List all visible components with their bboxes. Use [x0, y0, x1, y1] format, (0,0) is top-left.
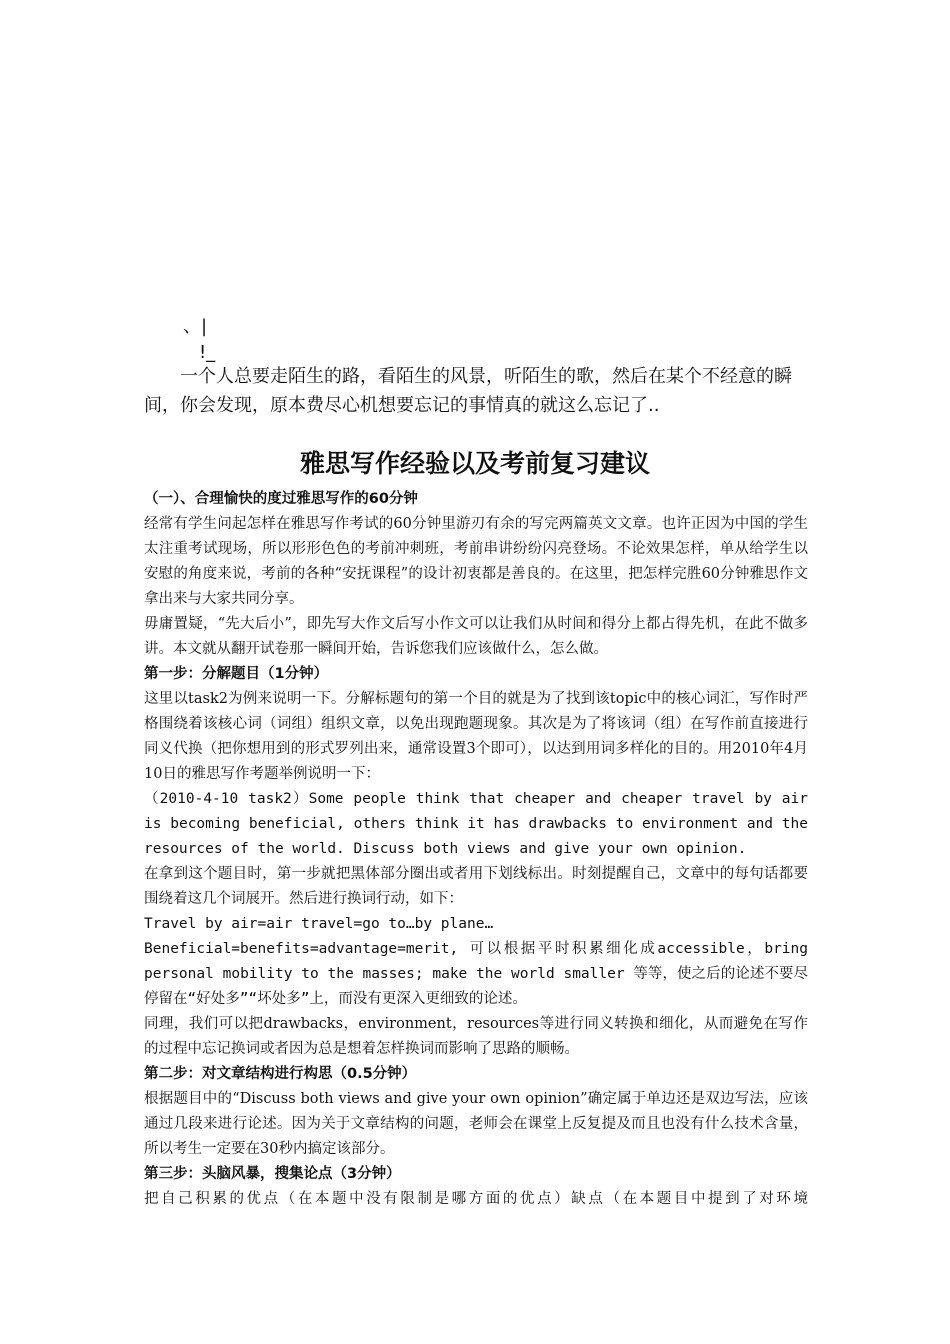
body-paragraph: 这里以task2为例来说明一下。分解标题句的第一个目的就是为了找到该topic中的核心词汇，写作时严格围绕着该核心词（词组）组织文章，以免出现跑题现象。其次是为了将该词（组）在写作前直接进行同义代换（把你想用到的形式罗列出来，通常设置3个即可），以达到用词多样化的目的。用2010年4月10日的雅思写作考题举例说明一下：	[144, 691, 808, 782]
step-heading: 第二步：对文章结构进行构思（0.5分钟）	[144, 1066, 417, 1082]
step-heading: 第三步：头脑风暴，搜集论点（3分钟）	[144, 1166, 401, 1182]
body-paragraph: 根据题目中的“Discuss both views and give your own opinion”确定属于单边还是双边写法，应该通过几段来进行论述。因为关于文章结构的问题，老师会在课堂上反复提及而且也没有什么技术含量，所以考生一定要在30秒内搞定该部分。	[144, 1091, 808, 1157]
document-title: 雅思写作经验以及考前复习建议	[299, 449, 650, 478]
body-paragraph: 同理，我们可以把drawbacks，environment，resources等进行同义转换和细化，从而避免在写作的过程中忘记换词或者因为总是想着怎样换词而影响了思路的顺畅。	[144, 1016, 808, 1057]
exam-question: （2010-4-10 task2）Some people think that cheaper and cheaper travel by air is becoming beneficial, others think it has drawbacks to environment and the resources of the world. Discuss both views and give your own opinion.	[144, 791, 808, 857]
stray-mark: !_	[199, 342, 216, 363]
stray-mark: 、|	[183, 316, 208, 337]
document-body	[144, 487, 808, 1212]
body-paragraph: 毋庸置疑，“先大后小”，即先写大作文后写小作文可以让我们从时间和得分上都占得先机，在此不做多讲。本文就从翻开试卷那一瞬间开始，告诉您我们应该做什么，怎么做。	[144, 616, 808, 657]
intro-paragraph: 一个人总要走陌生的路，看陌生的风景，听陌生的歌，然后在某个不经意的瞬间，你会发现，原本费尽心机想要忘记的事情真的就这么忘记了..	[144, 366, 792, 416]
body-paragraph: 把自己积累的优点（在本题中没有限制是哪方面的优点）缺点（在本题目中提到了对环境	[144, 1191, 808, 1207]
body-paragraph: 经常有学生问起怎样在雅思写作考试的60分钟里游刃有余的写完两篇英文文章。也许正因为中国的学生太注重考试现场，所以形形色色的考前冲刺班，考前串讲纷纷闪亮登场。不论效果怎样，单从给学生以安慰的角度来说，考前的各种“安抚课程”的设计初衷都是善良的。在这里，把怎样完胜60分钟雅思作文拿出来与大家共同分享。	[144, 516, 808, 607]
body-paragraph: 在拿到这个题目时，第一步就把黑体部分圈出或者用下划线标出。时刻提醒自己，文章中的每句话都要围绕着这几个词展开。然后进行换词行动，如下：	[144, 866, 808, 907]
section-heading: （一）、合理愉快的度过雅思写作的60分钟	[144, 491, 418, 507]
step-heading: 第一步：分解题目（1分钟）	[144, 666, 329, 682]
synonym-line: Travel by air=air travel=go to…by plane…	[144, 916, 494, 932]
stray-marks	[183, 314, 215, 366]
synonym-paragraph: Beneficial=benefits=advantage=merit, 可以根据平时积累细化成accessible，bring personal mobility to the masses; make the world smaller 等等，使之后的论述不要尽停留在“好处多”“坏处多”上，而没有更深入更细致的论述。	[144, 941, 808, 1007]
